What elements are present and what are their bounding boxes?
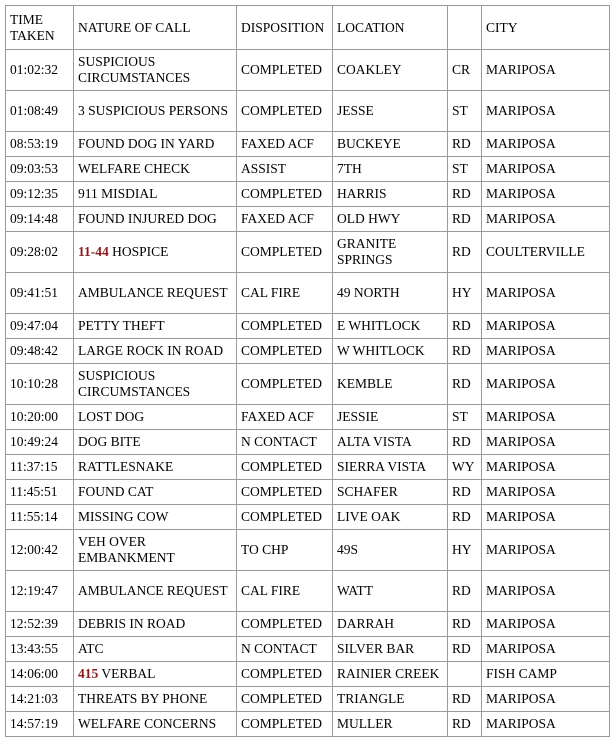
header-disposition: DISPOSITION — [237, 6, 333, 50]
cell-suffix: ST — [448, 405, 482, 430]
nature-text: SUSPICIOUS CIRCUMSTANCES — [78, 54, 191, 85]
table-row — [6, 50, 610, 91]
cell-disposition: COMPLETED — [237, 480, 333, 505]
cell-disposition: FAXED ACF — [237, 132, 333, 157]
cell-disposition: FAXED ACF — [237, 405, 333, 430]
cell-suffix: RD — [448, 687, 482, 712]
cell-nature — [74, 637, 237, 662]
cell-city: MARIPOSA — [482, 637, 610, 662]
cell-nature — [74, 91, 237, 132]
cell-nature — [74, 273, 237, 314]
cell-location: SILVER BAR — [333, 637, 448, 662]
cell-suffix: ST — [448, 91, 482, 132]
cell-suffix: RD — [448, 339, 482, 364]
cell-city: MARIPOSA — [482, 91, 610, 132]
nature-text: WELFARE CONCERNS — [78, 716, 217, 731]
table-row — [6, 637, 610, 662]
cell-location: RAINIER CREEK — [333, 662, 448, 687]
cell-location: E WHITLOCK — [333, 314, 448, 339]
cell-nature — [74, 530, 237, 571]
cell-location: ALTA VISTA — [333, 430, 448, 455]
cell-city: MARIPOSA — [482, 405, 610, 430]
cell-disposition: COMPLETED — [237, 662, 333, 687]
cell-disposition: COMPLETED — [237, 314, 333, 339]
cell-time: 11:37:15 — [6, 455, 74, 480]
cell-time: 01:08:49 — [6, 91, 74, 132]
cell-suffix: RD — [448, 505, 482, 530]
cell-disposition: FAXED ACF — [237, 207, 333, 232]
cell-suffix: RD — [448, 712, 482, 737]
table-row — [6, 314, 610, 339]
cell-city: MARIPOSA — [482, 505, 610, 530]
nature-text: FOUND INJURED DOG — [78, 211, 217, 226]
cell-nature — [74, 207, 237, 232]
header-row — [6, 6, 610, 50]
cell-suffix: RD — [448, 132, 482, 157]
cell-nature — [74, 505, 237, 530]
cell-suffix: RD — [448, 232, 482, 273]
nature-text: AMBULANCE REQUEST — [78, 583, 228, 598]
table-row — [6, 430, 610, 455]
cell-nature — [74, 157, 237, 182]
cell-city: MARIPOSA — [482, 712, 610, 737]
cell-suffix: RD — [448, 571, 482, 612]
cell-disposition: COMPLETED — [237, 505, 333, 530]
cell-disposition: COMPLETED — [237, 712, 333, 737]
nature-text: ATC — [78, 641, 104, 656]
cell-suffix: CR — [448, 50, 482, 91]
nature-text: 911 MISDIAL — [78, 186, 158, 201]
cell-nature — [74, 339, 237, 364]
call-code: 11-44 — [78, 244, 109, 259]
cell-location: SIERRA VISTA — [333, 455, 448, 480]
cell-nature — [74, 50, 237, 91]
table-row — [6, 530, 610, 571]
header-suffix — [448, 6, 482, 50]
cell-time: 13:43:55 — [6, 637, 74, 662]
table-row — [6, 455, 610, 480]
table-row — [6, 364, 610, 405]
cell-disposition: COMPLETED — [237, 232, 333, 273]
cell-location: 7TH — [333, 157, 448, 182]
cell-disposition: CAL FIRE — [237, 273, 333, 314]
cell-suffix: ST — [448, 157, 482, 182]
cell-location: HARRIS — [333, 182, 448, 207]
header-location: LOCATION — [333, 6, 448, 50]
cell-suffix: RD — [448, 314, 482, 339]
table-row — [6, 182, 610, 207]
cell-location: JESSIE — [333, 405, 448, 430]
cell-city: FISH CAMP — [482, 662, 610, 687]
cell-suffix: HY — [448, 530, 482, 571]
cell-time: 14:06:00 — [6, 662, 74, 687]
table-row — [6, 505, 610, 530]
cell-city: MARIPOSA — [482, 273, 610, 314]
cell-location: KEMBLE — [333, 364, 448, 405]
cell-time: 11:45:51 — [6, 480, 74, 505]
table-row — [6, 207, 610, 232]
cell-suffix: RD — [448, 430, 482, 455]
table-row — [6, 91, 610, 132]
call-log-body — [6, 50, 610, 737]
cell-city: MARIPOSA — [482, 50, 610, 91]
cell-suffix: RD — [448, 364, 482, 405]
nature-text: THREATS BY PHONE — [78, 691, 208, 706]
nature-text: LOST DOG — [78, 409, 145, 424]
nature-text: HOSPICE — [112, 244, 169, 259]
cell-disposition: COMPLETED — [237, 339, 333, 364]
cell-city: MARIPOSA — [482, 207, 610, 232]
cell-time: 09:47:04 — [6, 314, 74, 339]
cell-nature — [74, 314, 237, 339]
nature-text: LARGE ROCK IN ROAD — [78, 343, 224, 358]
cell-city: MARIPOSA — [482, 530, 610, 571]
cell-suffix: RD — [448, 480, 482, 505]
table-row — [6, 687, 610, 712]
nature-text: DOG BITE — [78, 434, 141, 449]
cell-city: MARIPOSA — [482, 612, 610, 637]
cell-time: 12:19:47 — [6, 571, 74, 612]
cell-nature — [74, 687, 237, 712]
cell-suffix: RD — [448, 207, 482, 232]
cell-nature — [74, 232, 237, 273]
cell-nature — [74, 405, 237, 430]
cell-suffix: WY — [448, 455, 482, 480]
nature-text: PETTY THEFT — [78, 318, 165, 333]
cell-city: MARIPOSA — [482, 182, 610, 207]
table-row — [6, 132, 610, 157]
table-row — [6, 405, 610, 430]
cell-suffix: RD — [448, 612, 482, 637]
nature-text: DEBRIS IN ROAD — [78, 616, 186, 631]
cell-city: MARIPOSA — [482, 480, 610, 505]
nature-text: SUSPICIOUS CIRCUMSTANCES — [78, 368, 191, 399]
cell-time: 09:48:42 — [6, 339, 74, 364]
cell-city: MARIPOSA — [482, 687, 610, 712]
cell-disposition: TO CHP — [237, 530, 333, 571]
cell-nature — [74, 430, 237, 455]
cell-suffix — [448, 662, 482, 687]
nature-text: 3 SUSPICIOUS PERSONS — [78, 103, 229, 118]
cell-city: COULTERVILLE — [482, 232, 610, 273]
cell-disposition: COMPLETED — [237, 364, 333, 405]
nature-text: AMBULANCE REQUEST — [78, 285, 228, 300]
call-log-table — [5, 5, 610, 737]
cell-location: SCHAFER — [333, 480, 448, 505]
nature-text: VEH OVER EMBANKMENT — [78, 534, 175, 565]
cell-disposition: COMPLETED — [237, 50, 333, 91]
cell-time: 09:03:53 — [6, 157, 74, 182]
cell-time: 09:41:51 — [6, 273, 74, 314]
cell-location: 49 NORTH — [333, 273, 448, 314]
cell-disposition: COMPLETED — [237, 455, 333, 480]
cell-nature — [74, 480, 237, 505]
table-row — [6, 157, 610, 182]
cell-nature — [74, 455, 237, 480]
cell-time: 14:57:19 — [6, 712, 74, 737]
cell-location: MULLER — [333, 712, 448, 737]
cell-city: MARIPOSA — [482, 455, 610, 480]
table-row — [6, 612, 610, 637]
cell-time: 11:55:14 — [6, 505, 74, 530]
cell-location: WATT — [333, 571, 448, 612]
cell-suffix: HY — [448, 273, 482, 314]
nature-text: FOUND CAT — [78, 484, 154, 499]
nature-text: VERBAL — [101, 666, 156, 681]
cell-time: 12:00:42 — [6, 530, 74, 571]
cell-time: 10:20:00 — [6, 405, 74, 430]
header-nature: NATURE OF CALL — [74, 6, 237, 50]
cell-nature — [74, 182, 237, 207]
cell-disposition: ASSIST — [237, 157, 333, 182]
cell-time: 09:12:35 — [6, 182, 74, 207]
cell-location: DARRAH — [333, 612, 448, 637]
call-code: 415 — [78, 666, 99, 681]
cell-city: MARIPOSA — [482, 339, 610, 364]
cell-disposition: COMPLETED — [237, 612, 333, 637]
cell-time: 10:10:28 — [6, 364, 74, 405]
cell-disposition: COMPLETED — [237, 91, 333, 132]
cell-nature — [74, 364, 237, 405]
cell-location: LIVE OAK — [333, 505, 448, 530]
cell-location: TRIANGLE — [333, 687, 448, 712]
header-time: TIME TAKEN — [6, 6, 74, 50]
cell-disposition: COMPLETED — [237, 687, 333, 712]
table-row — [6, 480, 610, 505]
cell-city: MARIPOSA — [482, 157, 610, 182]
cell-nature — [74, 712, 237, 737]
table-row — [6, 232, 610, 273]
table-row — [6, 571, 610, 612]
nature-text: MISSING COW — [78, 509, 169, 524]
cell-city: MARIPOSA — [482, 430, 610, 455]
cell-city: MARIPOSA — [482, 132, 610, 157]
cell-location: OLD HWY — [333, 207, 448, 232]
cell-location: 49S — [333, 530, 448, 571]
cell-time: 12:52:39 — [6, 612, 74, 637]
nature-text: WELFARE CHECK — [78, 161, 190, 176]
nature-text: FOUND DOG IN YARD — [78, 136, 215, 151]
cell-suffix: RD — [448, 637, 482, 662]
cell-disposition: N CONTACT — [237, 430, 333, 455]
nature-text: RATTLESNAKE — [78, 459, 174, 474]
cell-disposition: COMPLETED — [237, 182, 333, 207]
cell-time: 10:49:24 — [6, 430, 74, 455]
cell-time: 01:02:32 — [6, 50, 74, 91]
table-row — [6, 339, 610, 364]
cell-nature — [74, 571, 237, 612]
cell-time: 09:14:48 — [6, 207, 74, 232]
cell-location: COAKLEY — [333, 50, 448, 91]
cell-disposition: N CONTACT — [237, 637, 333, 662]
cell-nature — [74, 612, 237, 637]
cell-disposition: CAL FIRE — [237, 571, 333, 612]
cell-time: 08:53:19 — [6, 132, 74, 157]
cell-location: JESSE — [333, 91, 448, 132]
cell-city: MARIPOSA — [482, 364, 610, 405]
table-row — [6, 662, 610, 687]
table-row — [6, 712, 610, 737]
cell-nature — [74, 662, 237, 687]
cell-nature — [74, 132, 237, 157]
cell-time: 09:28:02 — [6, 232, 74, 273]
cell-time: 14:21:03 — [6, 687, 74, 712]
cell-location: W WHITLOCK — [333, 339, 448, 364]
cell-city: MARIPOSA — [482, 571, 610, 612]
cell-city: MARIPOSA — [482, 314, 610, 339]
cell-location: GRANITE SPRINGS — [333, 232, 448, 273]
header-city: CITY — [482, 6, 610, 50]
table-row — [6, 273, 610, 314]
cell-location: BUCKEYE — [333, 132, 448, 157]
cell-suffix: RD — [448, 182, 482, 207]
